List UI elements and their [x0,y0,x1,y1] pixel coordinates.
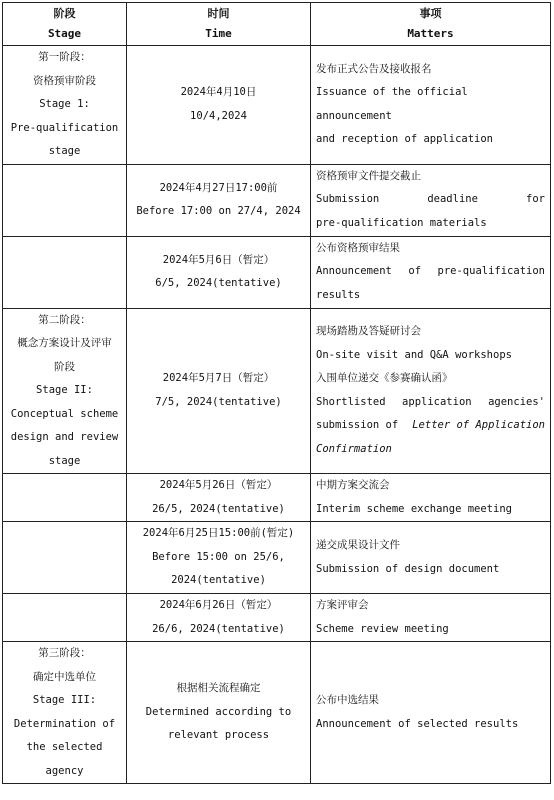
header-stage-en: Stage [47,27,82,40]
stage-line: 第二阶段： [38,313,91,326]
matters-cell [311,522,551,594]
header-stage-cn: 阶段 [53,7,76,20]
matters-cell [311,236,551,308]
time-cell [127,308,311,474]
stage-cell-empty [3,522,127,594]
stage-line: 阶段 [54,360,75,373]
header-time [127,3,311,46]
table-row [3,642,551,784]
matter-line: Submission deadline for [316,193,545,206]
matter-line: results [316,288,361,301]
time-cell [127,236,311,308]
table-row [3,236,551,308]
time-line: 2024年4月10日 [180,86,257,99]
time-line: Before 17:00 on 27/4, 2024 [136,205,301,217]
matter-line: Scheme review meeting [316,622,449,635]
header-matters [311,3,551,46]
table-row [3,308,551,474]
header-time-en: Time [205,27,232,40]
stage-cell-empty [3,236,127,308]
header-stage [3,3,127,46]
stage-line: the selected [26,741,103,753]
time-cell [127,46,311,165]
stage-line: Pre-qualification [10,121,119,134]
time-line: Before 15:00 on 25/6, [152,550,285,563]
time-line: 2024年6月26日（暂定） [159,599,278,611]
matter-line: 公布中选结果 [316,694,379,706]
matter-line: 入围单位递交《参赛确认函》 [316,372,453,385]
matter-line: Issuance of the official announcement [316,86,468,122]
header-matters-cn: 事项 [419,7,442,20]
stage-line: Determination of [13,717,116,730]
time-line: 26/5, 2024(tentative) [152,502,285,515]
time-line: 7/5, 2024(tentative) [155,395,282,408]
header-matters-en: Matters [407,27,454,40]
stage-line: 资格预审阶段 [33,74,96,87]
matter-line: 公布资格预审结果 [316,241,400,254]
time-line: relevant process [167,729,270,742]
matter-line: Shortlisted application agencies' [316,395,545,408]
matter-fragment-italic: Letter of Application [412,419,545,432]
schedule-table [2,2,551,784]
time-line: 2024年5月7日（暂定） [162,372,275,385]
table-row [3,594,551,642]
table-row [3,522,551,594]
stage-line: design and review [10,431,119,443]
matter-line: Announcement of pre-qualification [316,265,545,278]
matter-line: 资格预审文件提交截止 [316,169,421,182]
stage-line: 概念方案设计及评审 [17,337,112,349]
matter-line: 递交成果设计文件 [316,539,400,551]
matter-line: Announcement of selected results [316,717,519,730]
stage-cell [3,642,127,784]
table-row [3,164,551,236]
stage-line: agency [45,764,84,777]
stage-cell-empty [3,164,127,236]
stage-cell [3,46,127,165]
matters-cell [311,308,551,474]
matter-line: and reception of application [316,133,494,146]
matter-fragment: submission of [316,419,399,432]
matter-line: Submission of design document [316,562,500,575]
table-header-row [3,3,551,46]
matter-line-italic: Confirmation [316,442,392,455]
time-line: 6/5, 2024(tentative) [155,277,282,289]
time-line: 2024年6月25日15:00前(暂定) [142,527,295,540]
time-cell [127,594,311,642]
time-line: 2024年4月27日17:00前 [159,181,278,194]
matter-line [316,414,545,438]
stage-line: Conceptual scheme [10,407,119,420]
matter-line: Interim scheme exchange meeting [316,502,512,515]
stage-line: 确定中选单位 [33,670,96,683]
time-line: 根据相关流程确定 [176,682,261,695]
time-cell [127,642,311,784]
matter-line: 中期方案交流会 [316,479,390,491]
matters-cell [311,46,551,165]
stage-line: Stage III: [32,694,97,706]
time-cell [127,474,311,522]
time-line: 26/6, 2024(tentative) [152,622,285,635]
matter-line: On-site visit and Q&A workshops [316,348,512,361]
stage-cell-empty [3,474,127,522]
matters-cell [311,474,551,522]
matter-line: 发布正式公告及接收报名 [316,62,432,75]
time-line: 10/4,2024 [190,109,247,122]
stage-cell [3,308,127,474]
matters-cell [311,594,551,642]
table-row [3,46,551,165]
stage-line: 第三阶段： [38,647,91,659]
matter-line: 现场踏勘及答疑研讨会 [316,325,421,338]
time-line: 2024年5月6日（暂定） [162,253,275,266]
header-time-cn: 时间 [207,7,230,20]
matters-cell [311,164,551,236]
matter-line: 方案评审会 [316,599,369,611]
time-line: 2024年5月26日（暂定） [159,479,278,491]
time-cell [127,164,311,236]
stage-line: stage [48,454,81,467]
matters-cell [311,642,551,784]
matter-line: pre-qualification materials [316,216,487,229]
time-line: Determined according to [145,705,292,718]
stage-line: stage [48,145,81,157]
time-line: 2024(tentative) [171,574,266,587]
table-row [3,474,551,522]
stage-line: 第一阶段： [38,51,91,63]
time-cell [127,522,311,594]
stage-cell-empty [3,594,127,642]
stage-line: Stage II: [36,384,93,396]
stage-line: Stage 1: [39,98,90,110]
